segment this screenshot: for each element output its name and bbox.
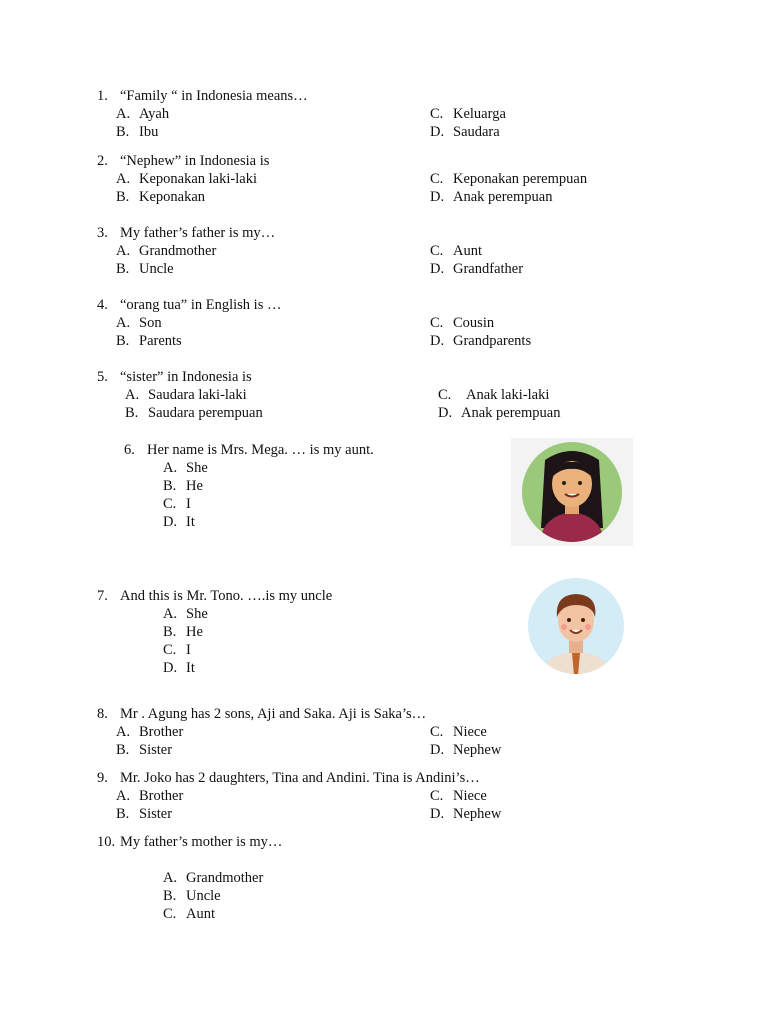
option-text: Saudara [453, 124, 500, 140]
option-text: Niece [453, 724, 487, 740]
option-text: He [186, 478, 203, 494]
question-text: My father’s mother is my… [120, 834, 283, 850]
woman-avatar [511, 438, 633, 546]
option-text: Nephew [453, 742, 502, 758]
question-text: “sister” in Indonesia is [120, 369, 252, 385]
option-letter: D. [430, 742, 445, 758]
option-text: Niece [453, 788, 487, 804]
option-8a [116, 723, 183, 741]
option-text: Nephew [453, 806, 502, 822]
option-letter: B. [163, 478, 177, 494]
option-10b [163, 887, 221, 905]
option-7d [163, 659, 195, 677]
option-text: Grandfather [453, 261, 524, 277]
option-text: Grandmother [186, 870, 264, 886]
option-text: I [186, 642, 191, 658]
option-text: It [186, 514, 195, 530]
question-4 [97, 296, 281, 314]
option-text: Anak laki-laki [466, 387, 550, 403]
option-5d [438, 404, 560, 422]
option-1a [116, 105, 169, 123]
question-text: Her name is Mrs. Mega. … is my aunt. [147, 442, 374, 458]
option-text: Brother [139, 788, 184, 804]
option-text: Ayah [139, 106, 170, 122]
question-number: 5. [97, 369, 108, 385]
option-2a [116, 170, 257, 188]
option-letter: C. [163, 906, 177, 922]
question-text: “Family “ in Indonesia means… [120, 88, 308, 104]
smile [565, 494, 579, 497]
left-cheek [561, 624, 567, 630]
option-letter: A. [125, 387, 140, 403]
option-letter: C. [430, 315, 444, 331]
question-text: “Nephew” in Indonesia is [120, 153, 270, 169]
option-text: Anak perempuan [461, 405, 561, 421]
question-2 [97, 152, 269, 170]
option-4c [430, 314, 494, 332]
woman-avatar-frame [511, 438, 633, 546]
question-number: 10. [97, 834, 116, 850]
right-eye [578, 481, 582, 485]
man-avatar-frame [520, 575, 630, 679]
option-letter: A. [163, 460, 178, 476]
question-1 [97, 87, 308, 105]
option-text: Brother [139, 724, 184, 740]
option-letter: D. [430, 124, 445, 140]
question-7 [97, 587, 332, 605]
option-letter: B. [116, 189, 130, 205]
option-text: Aunt [186, 906, 215, 922]
option-letter: D. [163, 514, 178, 530]
option-8c [430, 723, 487, 741]
option-text: Keponakan laki-laki [139, 171, 257, 187]
option-6b [163, 477, 203, 495]
question-number: 3. [97, 225, 108, 241]
option-text: Sister [139, 742, 173, 758]
option-text: Grandparents [453, 333, 532, 349]
option-9c [430, 787, 487, 805]
option-5c [438, 386, 549, 404]
option-6d [163, 513, 195, 531]
option-7c [163, 641, 191, 659]
option-4a [116, 314, 162, 332]
option-3d [430, 260, 523, 278]
option-text: It [186, 660, 195, 676]
question-text: Mr . Agung has 2 sons, Aji and Saka. Aji is Saka’s… [120, 706, 427, 722]
option-letter: D. [430, 333, 445, 349]
question-6 [124, 441, 374, 459]
option-letter: C. [430, 106, 444, 122]
option-6c [163, 495, 191, 513]
question-number: 9. [97, 770, 108, 786]
left-eye [562, 481, 566, 485]
option-3a [116, 242, 216, 260]
right-cheek [585, 624, 591, 630]
option-9a [116, 787, 183, 805]
question-10 [97, 833, 282, 851]
option-letter: B. [116, 124, 130, 140]
question-number: 8. [97, 706, 108, 722]
option-letter: D. [430, 261, 445, 277]
option-10c [163, 905, 215, 923]
option-7a [163, 605, 208, 623]
option-text: Aunt [453, 243, 482, 259]
option-letter: D. [430, 189, 445, 205]
option-text: Uncle [186, 888, 221, 904]
question-8 [97, 705, 426, 723]
option-text: Son [139, 315, 162, 331]
option-text: Grandmother [139, 243, 217, 259]
option-letter: D. [438, 405, 453, 421]
option-text: Keponakan [139, 189, 206, 205]
question-text: My father’s father is my… [120, 225, 276, 241]
option-letter: B. [163, 624, 177, 640]
option-4b [116, 332, 182, 350]
option-text: Keluarga [453, 106, 506, 122]
option-text: She [186, 460, 208, 476]
option-text: Saudara laki-laki [148, 387, 247, 403]
option-letter: B. [116, 333, 130, 349]
question-number: 4. [97, 297, 108, 313]
option-3b [116, 260, 174, 278]
option-7b [163, 623, 203, 641]
option-letter: A. [163, 606, 178, 622]
option-letter: A. [116, 106, 131, 122]
option-text: Cousin [453, 315, 495, 331]
option-text: Sister [139, 806, 173, 822]
question-number: 6. [124, 442, 135, 458]
option-letter: C. [430, 243, 444, 259]
option-8b [116, 741, 172, 759]
option-letter: C. [163, 496, 177, 512]
question-number: 2. [97, 153, 108, 169]
question-text: “orang tua” in English is … [120, 297, 282, 313]
option-letter: D. [430, 806, 445, 822]
option-2d [430, 188, 552, 206]
question-3 [97, 224, 275, 242]
option-letter: B. [163, 888, 177, 904]
option-text: She [186, 606, 208, 622]
option-text: Saudara perempuan [148, 405, 263, 421]
left-eye [567, 618, 571, 622]
option-text: Parents [139, 333, 182, 349]
option-letter: A. [116, 171, 131, 187]
option-text: Keponakan perempuan [453, 171, 588, 187]
option-2b [116, 188, 205, 206]
option-9d [430, 805, 501, 823]
option-letter: B. [125, 405, 139, 421]
option-letter: C. [438, 387, 452, 403]
option-letter: A. [116, 724, 131, 740]
option-letter: D. [163, 660, 178, 676]
question-number: 7. [97, 588, 108, 604]
option-letter: A. [116, 788, 131, 804]
question-number: 1. [97, 88, 108, 104]
question-text: Mr. Joko has 2 daughters, Tina and Andini. Tina is Andini’s… [120, 770, 480, 786]
option-1c [430, 105, 506, 123]
option-letter: C. [430, 171, 444, 187]
option-letter: C. [430, 724, 444, 740]
option-letter: C. [430, 788, 444, 804]
option-text: He [186, 624, 203, 640]
option-text: Uncle [139, 261, 174, 277]
option-letter: B. [116, 742, 130, 758]
option-6a [163, 459, 208, 477]
option-8d [430, 741, 501, 759]
option-text: I [186, 496, 191, 512]
question-9 [97, 769, 480, 787]
option-3c [430, 242, 482, 260]
option-9b [116, 805, 172, 823]
option-letter: A. [116, 243, 131, 259]
option-letter: B. [116, 806, 130, 822]
option-letter: A. [116, 315, 131, 331]
option-letter: A. [163, 870, 178, 886]
question-5 [97, 368, 252, 386]
option-1b [116, 123, 158, 141]
man-avatar [520, 575, 630, 679]
option-2c [430, 170, 587, 188]
smile [570, 630, 582, 633]
option-text: Anak perempuan [453, 189, 553, 205]
option-4d [430, 332, 531, 350]
option-10a [163, 869, 263, 887]
option-1d [430, 123, 500, 141]
option-5b [125, 404, 263, 422]
option-letter: B. [116, 261, 130, 277]
right-eye [581, 618, 585, 622]
option-text: Ibu [139, 124, 159, 140]
option-5a [125, 386, 247, 404]
question-text: And this is Mr. Tono. ….is my uncle [120, 588, 333, 604]
option-letter: C. [163, 642, 177, 658]
